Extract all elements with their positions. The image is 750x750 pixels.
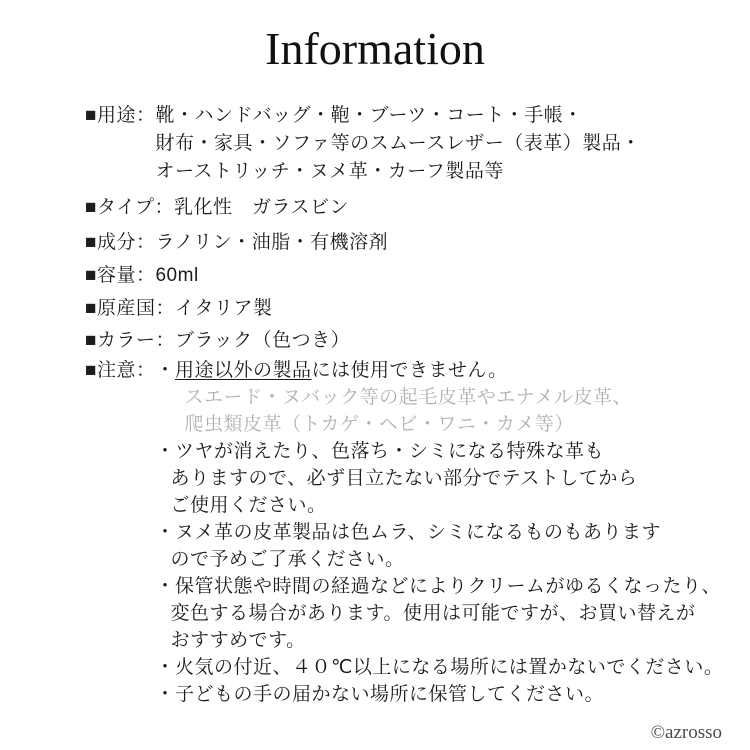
spec-row-ingredients [85,229,730,257]
spec-value-line: 靴・ハンドバッグ・鞄・ブーツ・コート・手帳・ [155,105,583,126]
note-bullet: ・ [155,360,175,381]
note-line-rest: には使用できません。 [311,360,508,381]
spec-value-line: ラノリン・油脂・有機溶剤 [155,232,389,253]
spec-value [175,295,730,323]
spec-value [174,194,730,222]
spec-label: ■容量： [85,265,156,286]
note-item-children [155,681,730,708]
note-item-restriction [155,357,730,438]
spec-value [155,102,730,186]
note-line: ・ヌメ革の皮革製品は色ムラ、シミになるものもあります [155,522,661,543]
spec-row-volume [85,262,730,290]
spec-value-line: 乳化性 ガラスビン [174,197,349,218]
notes-label: ■注意： [85,360,156,381]
note-line: ・子どもの手の届かない場所に保管してください。 [155,684,604,705]
page-title: Information [265,23,485,74]
note-line: 変色する場合があります。使用は可能ですが、お買い替えが [170,603,696,624]
spec-value-line: オーストリッチ・ヌメ革・カーフ製品等 [155,161,504,182]
credit-watermark: ©azrosso [650,722,722,743]
info-content [85,102,730,708]
notes-items [155,357,730,708]
note-line: おすすめです。 [170,630,306,651]
note-sub-note: 爬虫類皮革（トカゲ・ヘビ・ワニ・カメ等） [184,414,574,435]
spec-value-line: ブラック（色つき） [174,330,351,351]
spec-value [175,327,730,355]
note-line: ご使用ください。 [170,495,327,516]
spec-label: ■タイプ： [85,197,175,218]
note-warning-underline: 用途以外の製品 [175,360,312,381]
spec-label: ■用途： [85,105,156,126]
spec-value [155,229,730,257]
notes-section [85,357,730,708]
note-line: ・火気の付近、４０℃以上になる場所には置かないでください。 [155,657,724,678]
note-sub-note: スエード・ヌバック等の起毛皮革やエナメル皮革、 [184,387,633,408]
note-line: ありますので、必ず目立たない部分でテストしてから [170,468,638,489]
spec-value-line: 財布・家具・ソファ等のスムースレザー（表革）製品・ [155,133,641,154]
spec-value-line: イタリア製 [174,298,273,319]
spec-label: ■原産国： [85,298,175,319]
note-item-test-first [155,438,730,519]
note-line: ので予めご了承ください。 [170,549,405,570]
spec-value-line: 60ml [155,265,199,286]
note-item-nume-leather [155,519,730,573]
note-line [155,357,730,384]
spec-label: ■カラー： [85,330,175,351]
spec-value [155,262,730,290]
spec-row-country [85,295,730,323]
spec-label: ■成分： [85,232,156,253]
note-item-fire-heat [155,654,730,681]
note-line: ・ツヤが消えたり、色落ち・シミになる特殊な革も [155,441,604,462]
note-line: ・保管状態や時間の経過などによりクリームがゆるくなったり、 [155,576,721,597]
note-item-storage-aging [155,573,730,654]
spec-row-color [85,327,730,355]
spec-row-usage [85,102,730,186]
spec-row-type [85,194,730,222]
